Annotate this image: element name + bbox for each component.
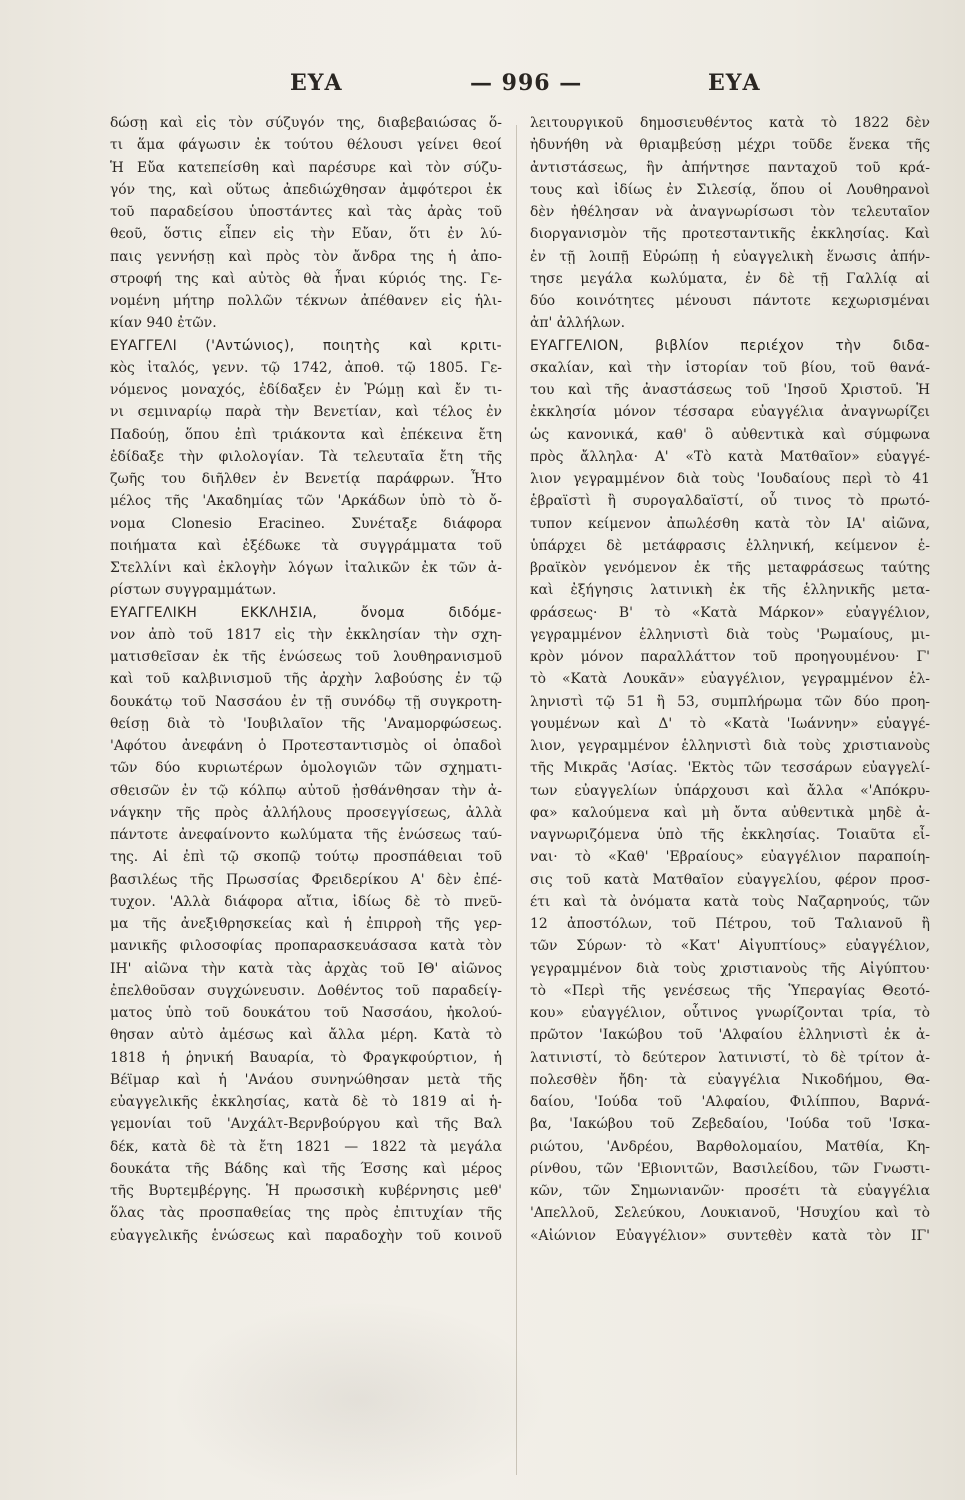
text-line: γεγραμμένον ἑλληνιστὶ διὰ τοὺς 'Ρωμαίους, μι- bbox=[530, 626, 930, 643]
text-line: ἀπ' ἀλλήλων. bbox=[530, 315, 626, 332]
text-line: ματισθεῖσαν ἐκ τῆς ἑνώσεως τοῦ λουθηρανισμοῦ bbox=[110, 649, 502, 665]
text-line: ζωῆς του διῆλθεν ἐν Βενετίᾳ παράφρων. Ἦτο bbox=[110, 471, 502, 487]
text-line: καὶ τοῦ καλβινισμοῦ τῆς ἀρχὴν λαβούσης ἐν τῷ bbox=[110, 671, 502, 688]
text-line: δύο κοινότητες μένουσι πάντοτε κεχωρισμέναι bbox=[530, 293, 930, 309]
text-line: εὐαγγελικῆς ἐκκλησίας, κατὰ δὲ τὸ 1819 αἱ ἡ- bbox=[110, 1094, 502, 1110]
text-line: θεοῦ, ὅστις εἶπεν εἰς τὴν Εὔαν, ὅτι ἐν λύ- bbox=[110, 226, 502, 243]
header-right-keyword: ΕΥΑ bbox=[708, 70, 761, 96]
text-line: εὐαγγελικῆς ἑνώσεως καὶ παραδοχὴν τοῦ κοινοῦ bbox=[110, 1227, 502, 1244]
text-line: της. Αἱ ἐπὶ τῷ σκοπῷ τούτῳ προσπάθειαι τοῦ bbox=[110, 849, 502, 866]
text-line: ρίνθου, τῶν 'Εβιονιτῶν, Βασιλείδου, τῶν Γνωστι- bbox=[530, 1160, 930, 1177]
text-line: σκαλίαν, καὶ τὴν ἱστορίαν τοῦ βίου, τοῦ θανά- bbox=[530, 359, 930, 376]
text-line: τους καὶ ἰδίως ἐν Σιλεσίᾳ, ὅπου οἱ Λουθηρανοὶ bbox=[530, 181, 930, 198]
text-line: νάγκην τῆς πρὸς ἀλλήλους προσεγγίσεως, ἀλλὰ bbox=[110, 804, 502, 821]
text-line: σις τοῦ κατὰ Ματθαῖον εὐαγγελίου, φέρον προσ- bbox=[530, 871, 930, 888]
text-line: ἐκκλησία μόνον τέσσαρα εὐαγγέλια ἀναγνωρίζει bbox=[530, 404, 930, 421]
text-line: κρὸν μόνον παραλλάττον τοῦ προηγουμένου· Γ' bbox=[530, 649, 930, 665]
text-line: τῆς Βυρτεμβέργης. Ἡ πρωσσικὴ κυβέρνησις μεθ' bbox=[110, 1183, 502, 1199]
text-line: τυχον. 'Αλλὰ διάφορα αἴτια, ἰδίως δὲ τὸ πνεῦ- bbox=[110, 893, 502, 910]
text-line: του καὶ τῆς ἀναστάσεως τοῦ 'Ιησοῦ Χριστοῦ. Ἡ bbox=[530, 382, 930, 398]
text-line: τοῦ παραδείσου ὑποστάντες καὶ τὰς ἀρὰς τοῦ bbox=[110, 204, 502, 220]
text-line: ἐδίδαξε τὴν φιλολογίαν. Τὰ τελευταῖα ἔτη τῆς bbox=[110, 448, 502, 465]
text-line: γεγραμμένον διὰ τοὺς χριστιανοὺς τῆς Αἰγύπτου· bbox=[530, 960, 930, 977]
text-line: παις γεννήσῃ καὶ πρὸς τὸν ἄνδρα της ἡ ἀπο- bbox=[110, 248, 502, 265]
text-line: ΙΗ' αἰῶνα τὴν κατὰ τὰς ἀρχὰς τοῦ ΙΘ' αἰῶνος bbox=[110, 960, 502, 977]
text-line: τῆς Μικρᾶς 'Ασίας. 'Εκτὸς τῶν τεσσάρων εὐαγγελί- bbox=[530, 760, 930, 777]
text-line: ματος ὑπὸ τοῦ δουκάτου τοῦ Νασσάου, ἠκολού- bbox=[110, 1005, 502, 1021]
text-line: ἀντιστάσεως, ἣν ἀπήντησε πανταχοῦ τοῦ κρά- bbox=[530, 159, 930, 176]
header-left-keyword: ΕΥΑ bbox=[290, 70, 343, 96]
right-column bbox=[530, 112, 930, 1247]
text-line: δὲν ἠθέλησαν νὰ ἀναγνωρίσωσι τὸν τελευταῖον bbox=[530, 204, 930, 220]
text-line: τῶν δύο κυριωτέρων ὁμολογιῶν τῶν σχηματι- bbox=[110, 760, 502, 777]
text-line: ἐπελθοῦσαν συγχώνευσιν. Δοθέντος τοῦ παραδείγ- bbox=[110, 982, 502, 999]
text-line: μανικῆς φιλοσοφίας προπαρασκευάσασα κατὰ τὸν bbox=[110, 938, 502, 955]
text-line: σθεισῶν ἐν τῷ κόλπῳ αὐτοῦ ᾐσθάνθησαν τὴν ἀ- bbox=[110, 782, 502, 799]
text-line: έτι καὶ τὰ ὀνόματα κατὰ τοὺς Ναζαρηνούς, τῶν bbox=[530, 893, 930, 910]
text-line: βραϊκὸν γενόμενον ἐκ τῆς μεταφράσεως ταύτης bbox=[530, 560, 930, 576]
page-number: — 996 — bbox=[470, 70, 583, 96]
text-line: γεμονίαι τοῦ 'Ανχάλτ-Βερνβούργου καὶ τῆς Βαλ bbox=[110, 1116, 502, 1133]
text-line: ὑπάρχει δὲ μετάφρασις ἑλληνική, κείμενον ἑ- bbox=[530, 537, 930, 554]
text-line: βα, 'Ιακώβου τοῦ Ζεβεδαίου, 'Ιούδα τοῦ 'Ισκα- bbox=[530, 1116, 930, 1133]
text-line: καὶ ἐξήγησις λατινικὴ ἐκ τῆς ἑλληνικῆς μετα- bbox=[530, 582, 930, 599]
text-line: τῶν Σύρων· τὸ «Κατ' Αἰγυπτίους» εὐαγγέλιον, bbox=[530, 938, 930, 955]
text-line: τὸ «Κατὰ Λουκᾶν» εὐαγγέλιον, γεγραμμένον ἑλ- bbox=[530, 671, 930, 688]
text-line: λιον γεγραμμένον διὰ τοὺς 'Ιουδαίους περὶ τὸ 41 bbox=[530, 471, 930, 487]
text-line: γουμένων καὶ Δ' τὸ «Κατὰ 'Ιωάννην» εὐαγγέ- bbox=[530, 715, 930, 732]
text-line: λιον, γεγραμμένον ἑλληνιστὶ διὰ τοὺς χριστιανοὺς bbox=[530, 738, 930, 754]
text-line: πολεσθὲν ἤδη· τὰ εὐαγγέλια Νικοδήμου, Θα- bbox=[530, 1071, 930, 1088]
text-line: θείσῃ διὰ τὸ 'Ιουβιλαῖον τῆς 'Αναμορφώσεως. bbox=[110, 715, 502, 732]
text-line: 12 ἀποστόλων, τοῦ Πέτρου, τοῦ Ταλιανοῦ ἢ bbox=[530, 916, 930, 932]
text-line: κου» εὐαγγέλιον, οὗτινος γνωρίζονται τρία, τὸ bbox=[530, 1005, 930, 1021]
text-line: ὡς κανονικά, καθ' ὃ αὐθεντικὰ καὶ σύμφωνα bbox=[530, 426, 930, 443]
page-header bbox=[0, 70, 965, 110]
text-line: νομα Clonesio Eracineo. Συνέταξε διάφορα bbox=[110, 515, 502, 532]
text-line: ἐν τῇ λοιπῇ Εὐρώπῃ ἡ εὐαγγελικὴ ἕνωσις ἀπήν- bbox=[530, 248, 930, 265]
text-line: ἑβραϊστὶ ἢ συρογαλδαϊστί, οὗ τινος τὸ πρωτό- bbox=[530, 493, 930, 510]
text-line: μέλος τῆς 'Ακαδημίας τῶν 'Αρκάδων ὑπὸ τὸ ὄ- bbox=[110, 493, 502, 510]
text-line: κὸς ἰταλός, γενν. τῷ 1742, ἀποθ. τῷ 1805. Γε- bbox=[110, 359, 502, 376]
scan-smudge bbox=[170, 1300, 550, 1500]
text-line: νομένη μήτηρ πολλῶν τέκνων ἀπέθανεν εἰς ἡλι- bbox=[110, 293, 502, 309]
column-divider bbox=[516, 125, 517, 1475]
text-line: τι ἅμα φάγωσιν ἐκ τούτου θέλουσι γείνει θεοί bbox=[110, 137, 502, 154]
text-line: κίαν 940 ἐτῶν. bbox=[110, 315, 217, 332]
text-line: των εὐαγγελίων ὑπάρχουσι καὶ ἄλλα «'Απόκρυ- bbox=[530, 782, 930, 799]
text-line: «Αἰώνιον Εὐαγγέλιον» συντεθὲν κατὰ τὸν ΙΓ' bbox=[530, 1227, 930, 1244]
text-line: δέκ, κατὰ δὲ τὰ ἔτη 1821 — 1822 τὰ μεγάλα bbox=[110, 1138, 502, 1155]
text-line: νον ἀπὸ τοῦ 1817 εἰς τὴν ἐκκλησίαν τὴν σχη- bbox=[110, 626, 502, 643]
text-line: δουκάτῳ τοῦ Νασσάου ἐν τῇ συνόδῳ τῇ συγκροτη- bbox=[110, 693, 502, 710]
text-line: τὸ «Περὶ τῆς γενέσεως τῆς Ὑπεραγίας Θεοτό- bbox=[530, 982, 930, 999]
text-line: ποιήματα καὶ ἐξέδωκε τὰ συγγράμματα τοῦ bbox=[110, 537, 502, 554]
text-line: Ἡ Εὔα κατεπείσθη καὶ παρέσυρε καὶ τὸν σύζυ- bbox=[110, 159, 502, 176]
text-line: φα» καλούμενα καὶ μὴ ὄντα αὐθεντικὰ μηδὲ ἀ- bbox=[530, 804, 930, 821]
text-line: ΕΥΑΓΓΕΛΙΟΝ, βιβλίον περιέχον τὴν διδα- bbox=[530, 337, 930, 354]
text-line: λατινιστί, τὸ δεύτερον λατινιστί, τὸ δὲ τρίτον ἀ- bbox=[530, 1049, 930, 1066]
text-line: ναγνωριζόμενα ὑπὸ τῆς ἐκκλησίας. Τοιαῦτα εἶ- bbox=[530, 827, 930, 843]
text-line: ΕΥΑΓΓΕΛΙ ('Αντώνιος), ποιητὴς καὶ κριτι- bbox=[110, 337, 502, 354]
text-line: Στελλίνι καὶ ἐκλογὴν λόγων ἰταλικῶν ἐκ τῶν ἀ- bbox=[110, 560, 502, 576]
text-line: ναι· τὸ «Καθ' 'Εβραίους» εὐαγγέλιον παραποίη- bbox=[530, 849, 930, 866]
text-line: λειτουργικοῦ δημοσιευθέντος κατὰ τὸ 1822 δὲν bbox=[530, 115, 930, 131]
text-line: 'Απελλοῦ, Σελεύκου, Λουκιανοῦ, 'Ησυχίου καὶ τὸ bbox=[530, 1205, 930, 1222]
text-line: ὅλας τὰς προσπαθείας της πρὸς ἐπιτυχίαν τῆς bbox=[110, 1205, 502, 1222]
text-line: τυπον κείμενον ἀπωλέσθη κατὰ τὸν ΙΑ' αἰῶνα, bbox=[530, 515, 930, 532]
text-line: νι σεμιναρίῳ παρὰ τὴν Βενετίαν, καὶ τέλος ἐν bbox=[110, 404, 502, 421]
text-line: Βέϊμαρ καὶ ἡ 'Ανάου συνηνώθησαν μετὰ τῆς bbox=[110, 1071, 502, 1088]
text-line: θησαν αὐτὸ ἀμέσως καὶ ἄλλα μέρη. Κατὰ τὸ bbox=[110, 1027, 502, 1044]
text-line: ἠδυνήθη νὰ θριαμβεύσῃ μέχρι τοῦδε ἕνεκα τῆς bbox=[530, 137, 930, 154]
text-line: πάντοτε ἀνεφαίνοντο κωλύματα τῆς ἑνώσεως ταύ- bbox=[110, 827, 502, 843]
text-line: ριώτου, 'Ανδρέου, Βαρθολομαίου, Ματθία, Κη- bbox=[530, 1138, 930, 1155]
text-line: γόν της, καὶ οὕτως ἀπεδιώχθησαν ἀμφότεροι ἐκ bbox=[110, 181, 502, 198]
left-column bbox=[110, 112, 502, 1247]
text-line: μα τῆς ἀνεξιθρησκείας καὶ ἡ ἐπιρροὴ τῆς γερ- bbox=[110, 916, 502, 932]
text-line: στροφή της καὶ αὐτὸς θὰ ἦναι κύριός της. Γε- bbox=[110, 270, 502, 287]
text-line: κῶν, τῶν Σημωνιανῶν· προσέτι τὰ εὐαγγέλια bbox=[530, 1183, 930, 1199]
text-line: διοργανισμὸν τῆς προτεσταντικῆς ἐκκλησίας. Καὶ bbox=[530, 226, 930, 243]
text-line: ρίστων συγγραμμάτων. bbox=[110, 582, 277, 599]
text-line: ληνιστὶ τῷ 51 ἢ 53, συμπλήρωμα τῶν δύο προη- bbox=[530, 693, 930, 710]
text-line: δουκάτα τῆς Βάδης καὶ τῆς Έσσης καὶ μέρος bbox=[110, 1160, 502, 1177]
text-line: Παδούῃ, ὅπου ἐπὶ τριάκοντα καὶ ἐπέκεινα ἔτη bbox=[110, 426, 502, 443]
text-line: φράσεως· Β' τὸ «Κατὰ Μάρκον» εὐαγγέλιον, bbox=[530, 604, 930, 621]
text-line: 1818 ἡ ῥηνική Βαυαρία, τὸ Φραγκφούρτιον, ἡ bbox=[110, 1049, 502, 1066]
text-line: νόμενος μοναχός, ἐδίδαξεν ἐν Ῥώμῃ καὶ ἔν τι- bbox=[110, 382, 502, 398]
text-line: δαίου, 'Ιούδα τοῦ 'Αλφαίου, Φιλίππου, Βαρνά- bbox=[530, 1094, 930, 1110]
text-line: 'Αφότου ἀνεφάνη ὁ Προτεσταντισμὸς οἱ ὀπαδοὶ bbox=[110, 738, 502, 754]
text-line: πρῶτον 'Ιακώβου τοῦ 'Αλφαίου ἑλληνιστὶ ἐκ ἀ- bbox=[530, 1027, 930, 1044]
text-line: βασιλέως τῆς Πρωσσίας Φρειδερίκου Α' δὲν ἐπέ- bbox=[110, 871, 502, 888]
text-line: ΕΥΑΓΓΕΛΙΚΗ ΕΚΚΛΗΣΙΑ, ὄνομα διδόμε- bbox=[110, 604, 502, 621]
text-line: δώσῃ καὶ εἰς τὸν σύζυγόν της, διαβεβαιώσας ὅ- bbox=[110, 115, 502, 131]
text-line: τησε μεγάλα κωλύματα, ἐν δὲ τῇ Γαλλίᾳ αἱ bbox=[530, 270, 930, 287]
text-line: πρὸς ἄλληλα· Α' «Τὸ κατὰ Ματθαῖον» εὐαγγέ- bbox=[530, 448, 930, 465]
